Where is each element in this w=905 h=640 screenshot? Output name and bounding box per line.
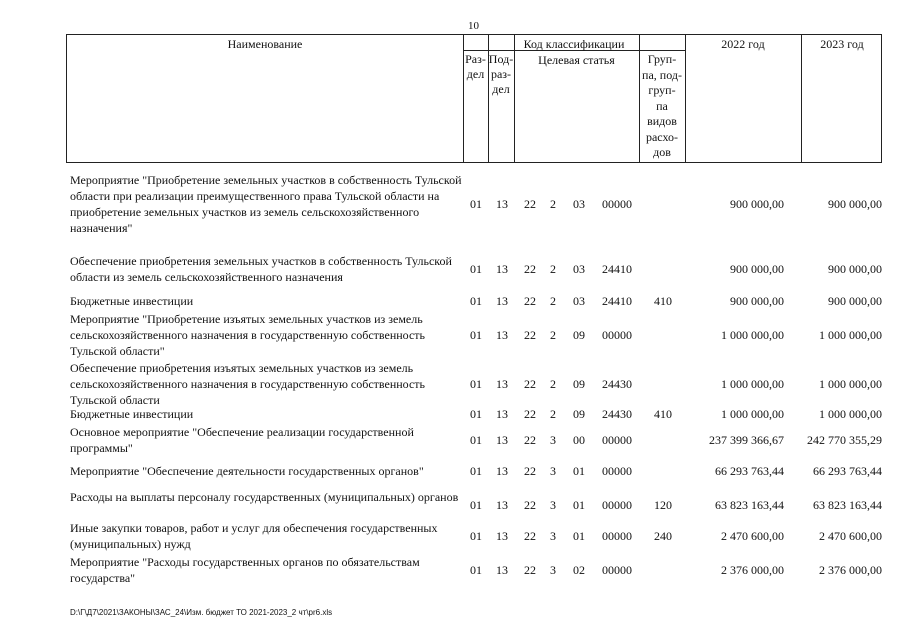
code-razdel: 01 xyxy=(470,464,482,478)
header-year-2022: 2022 год xyxy=(721,37,765,51)
row-name: Обеспечение приобретения изъятых земельных участков из земель сельскохозяйственного назначения в государственную собственность Тульской области xyxy=(70,361,426,407)
code-cs1: 22 xyxy=(524,328,536,342)
code-cs3: 01 xyxy=(573,529,585,543)
code-podrazdel: 13 xyxy=(496,294,508,308)
amount-y2022: 2 470 600,00 xyxy=(721,529,784,543)
code-cs1: 22 xyxy=(524,498,536,512)
code-cs1: 22 xyxy=(524,464,536,478)
code-podrazdel: 13 xyxy=(496,407,508,421)
code-cs3: 03 xyxy=(573,294,585,308)
amount-y2023: 63 823 163,44 xyxy=(813,498,882,512)
code-cs2: 2 xyxy=(550,407,556,421)
code-razdel: 01 xyxy=(470,433,482,447)
code-cs4: 24430 xyxy=(602,407,632,421)
table-row xyxy=(0,520,905,552)
table-row xyxy=(0,554,905,586)
code-cs4: 00000 xyxy=(602,464,632,478)
row-name: Иные закупки товаров, работ и услуг для обеспечения государственных (муниципальных) нужд xyxy=(70,521,438,551)
code-cs3: 02 xyxy=(573,563,585,577)
code-cs3: 01 xyxy=(573,464,585,478)
code-cs1: 22 xyxy=(524,262,536,276)
header-year-2023: 2023 год xyxy=(820,37,864,51)
code-razdel: 01 xyxy=(470,498,482,512)
amount-y2022: 900 000,00 xyxy=(730,294,784,308)
code-razdel: 01 xyxy=(470,407,482,421)
amount-y2022: 1 000 000,00 xyxy=(721,407,784,421)
file-path-footer: D:\Г\Д7\2021\ЗАКОНЫ\ЗАС_24\Изм. бюджет ТО 2021-2023_2 чт\pr6.xls xyxy=(70,608,333,617)
page-number: 10 xyxy=(468,20,479,32)
code-podrazdel: 13 xyxy=(496,433,508,447)
code-cs3: 09 xyxy=(573,328,585,342)
amount-y2023: 2 376 000,00 xyxy=(819,563,882,577)
code-cs3: 09 xyxy=(573,407,585,421)
amount-y2022: 2 376 000,00 xyxy=(721,563,784,577)
code-cs4: 24430 xyxy=(602,377,632,391)
code-cs2: 3 xyxy=(550,498,556,512)
code-razdel: 01 xyxy=(470,294,482,308)
code-cs2: 3 xyxy=(550,529,556,543)
table-row xyxy=(0,424,905,456)
row-name: Мероприятие "Обеспечение деятельности государственных органов" xyxy=(70,464,424,478)
code-cs1: 22 xyxy=(524,433,536,447)
code-cs4: 00000 xyxy=(602,529,632,543)
amount-y2023: 2 470 600,00 xyxy=(819,529,882,543)
row-name: Расходы на выплаты персоналу государственных (муниципальных) органов xyxy=(70,490,459,504)
table-row xyxy=(0,463,905,479)
amount-y2023: 242 770 355,29 xyxy=(807,433,882,447)
code-podrazdel: 13 xyxy=(496,529,508,543)
code-cs4: 00000 xyxy=(602,328,632,342)
table-row xyxy=(0,489,905,521)
code-cs1: 22 xyxy=(524,407,536,421)
code-cs3: 09 xyxy=(573,377,585,391)
code-cs4: 00000 xyxy=(602,433,632,447)
row-name: Бюджетные инвестиции xyxy=(70,407,194,421)
code-podrazdel: 13 xyxy=(496,377,508,391)
code-cs4: 00000 xyxy=(602,498,632,512)
code-cs1: 22 xyxy=(524,529,536,543)
header-classification: Код классификации xyxy=(523,37,625,51)
code-razdel: 01 xyxy=(470,262,482,276)
amount-y2022: 1 000 000,00 xyxy=(721,328,784,342)
code-vr: 410 xyxy=(654,294,672,308)
table-row xyxy=(0,406,905,422)
amount-y2023: 1 000 000,00 xyxy=(819,328,882,342)
code-cs2: 2 xyxy=(550,262,556,276)
row-name: Мероприятие "Приобретение изъятых земельных участков из земель сельскохозяйственного назначения в государственную собственность Тульской области" xyxy=(70,312,426,358)
code-vr: 240 xyxy=(654,529,672,543)
code-cs3: 00 xyxy=(573,433,585,447)
header-name: Наименование xyxy=(227,37,303,51)
code-podrazdel: 13 xyxy=(496,197,508,211)
code-podrazdel: 13 xyxy=(496,563,508,577)
code-razdel: 01 xyxy=(470,563,482,577)
code-cs2: 3 xyxy=(550,464,556,478)
code-podrazdel: 13 xyxy=(496,262,508,276)
code-podrazdel: 13 xyxy=(496,464,508,478)
amount-y2022: 66 293 763,44 xyxy=(715,464,784,478)
code-cs4: 24410 xyxy=(602,294,632,308)
code-cs2: 2 xyxy=(550,197,556,211)
code-razdel: 01 xyxy=(470,377,482,391)
row-name: Обеспечение приобретения земельных участков в собственность Тульской области из земель сельскохозяйственного назначения xyxy=(70,254,452,284)
code-cs1: 22 xyxy=(524,563,536,577)
code-cs3: 03 xyxy=(573,197,585,211)
code-cs2: 2 xyxy=(550,377,556,391)
amount-y2023: 900 000,00 xyxy=(828,262,882,276)
amount-y2022: 900 000,00 xyxy=(730,197,784,211)
table-row xyxy=(0,311,905,359)
table-row xyxy=(0,172,905,236)
row-name: Бюджетные инвестиции xyxy=(70,294,194,308)
amount-y2023: 1 000 000,00 xyxy=(819,407,882,421)
row-name: Основное мероприятие "Обеспечение реализации государственной программы" xyxy=(70,425,414,455)
code-cs1: 22 xyxy=(524,377,536,391)
code-vr: 120 xyxy=(654,498,672,512)
code-cs2: 2 xyxy=(550,328,556,342)
code-cs3: 01 xyxy=(573,498,585,512)
code-cs2: 2 xyxy=(550,294,556,308)
code-cs1: 22 xyxy=(524,294,536,308)
code-podrazdel: 13 xyxy=(496,498,508,512)
amount-y2022: 1 000 000,00 xyxy=(721,377,784,391)
code-cs4: 24410 xyxy=(602,262,632,276)
amount-y2023: 66 293 763,44 xyxy=(813,464,882,478)
row-name: Мероприятие "Расходы государственных органов по обязательствам государства" xyxy=(70,555,420,585)
code-podrazdel: 13 xyxy=(496,328,508,342)
table-row xyxy=(0,253,905,285)
header-target-article: Целевая статья xyxy=(538,53,615,67)
code-razdel: 01 xyxy=(470,529,482,543)
header-section: Раз- дел xyxy=(465,52,486,81)
code-cs4: 00000 xyxy=(602,563,632,577)
code-cs3: 03 xyxy=(573,262,585,276)
code-cs4: 00000 xyxy=(602,197,632,211)
amount-y2022: 63 823 163,44 xyxy=(715,498,784,512)
amount-y2023: 900 000,00 xyxy=(828,197,882,211)
table-row xyxy=(0,360,905,408)
amount-y2023: 1 000 000,00 xyxy=(819,377,882,391)
table-header xyxy=(66,34,882,163)
code-cs2: 3 xyxy=(550,433,556,447)
table-row xyxy=(0,293,905,309)
code-razdel: 01 xyxy=(470,328,482,342)
code-vr: 410 xyxy=(654,407,672,421)
row-name: Мероприятие "Приобретение земельных участков в собственность Тульской области при реализации преимущественного права Тульской области на приобретение земельных участков из земель сельскохозяйственного назначения" xyxy=(70,173,462,235)
code-razdel: 01 xyxy=(470,197,482,211)
amount-y2022: 900 000,00 xyxy=(730,262,784,276)
header-subsection: Под- раз- дел xyxy=(488,52,514,96)
amount-y2023: 900 000,00 xyxy=(828,294,882,308)
amount-y2022: 237 399 366,67 xyxy=(709,433,784,447)
code-cs2: 3 xyxy=(550,563,556,577)
header-group: Груп- па, под- груп- па видов расхо- дов xyxy=(642,52,682,159)
code-cs1: 22 xyxy=(524,197,536,211)
